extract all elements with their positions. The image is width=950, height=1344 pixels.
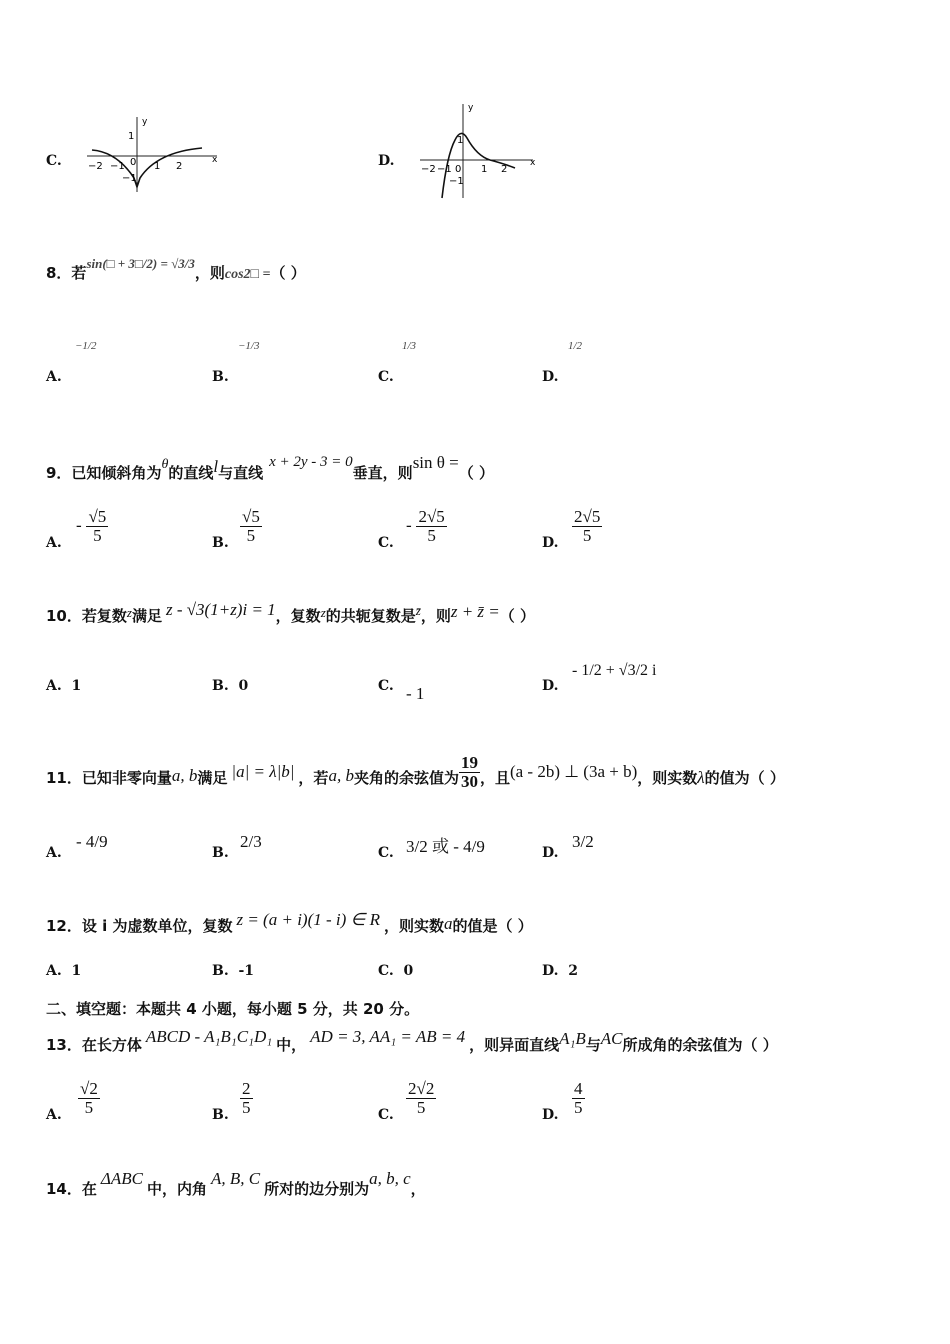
q9-option-b-label: B. [212,535,229,551]
option-d-graph [415,100,540,200]
q8-option-a-value: −1/2 [75,340,97,352]
q11-option-d-label: D. [542,845,559,861]
option-d-label: D. [378,153,395,169]
q12-a: a [444,914,453,933]
q11-cos-value: $\frac{19}{30}$ [460,753,478,791]
c-x-tick: 2 [176,161,183,172]
q8-condition: sin(□ + 3□/2) = √3/3 [86,256,195,271]
c-x-axis-label: x [212,155,218,165]
section-heading: 二、填空题：本题共 4 小题，每小题 5 分，共 20 分。 [46,1000,420,1018]
q11-text4: ，且 [479,768,510,787]
q8-option-d-label: D. [542,369,559,385]
option-c-label: C. [46,153,62,169]
q9-line-eq: x + 2y - 3 = 0 [269,454,353,470]
q8-target: cos2□ = [224,267,271,282]
q13-line1: A₁B [559,1029,586,1048]
q8-option-c-value: 1/3 [402,340,417,352]
q9-line-l: l [213,457,219,476]
q13-text2: ，则异面直线 [469,1036,560,1054]
q11-equation: |a| = λ|b| [231,761,295,781]
q11-text1: 满足 [197,768,228,787]
q11-text2: ，若 [298,768,329,787]
q10-zbar: z̄ [415,603,421,618]
q10-option-a-label: A. 1 [46,678,82,694]
q10-text2: ，复数 [275,607,321,625]
q10-stem [46,600,536,626]
q10-z2: z [320,605,326,620]
q13-option-b-label: B. [212,1107,229,1123]
option-c-graph [82,112,222,197]
q9-tail: （ ） [458,464,494,482]
c-x-tick: 1 [154,161,161,172]
d-x-tick: −1 [437,164,452,175]
q11-option-d-value: 3/2 [572,832,594,851]
q12-option-c: C. 0 [378,963,414,979]
q11-option-c-value: 3/2 或 - 4/9 [406,837,485,856]
q14-stem [46,1169,426,1199]
q10-target: z + z̄ = [450,602,500,621]
q13-condition: AD = 3, AA₁ = AB = 4 [310,1027,466,1046]
q8-tail: （ ） [270,264,306,282]
q13-box: ABCD - A₁B₁C₁D₁ [145,1027,273,1046]
q8-option-c-label: C. [378,369,394,385]
q13-option-d-value: $\frac{4}{5}$ [574,1079,583,1117]
q10-text1: 满足 [131,607,162,625]
d-y-axis-label: y [468,103,474,113]
q13-number: 13．在长方体 [46,1036,142,1054]
q11-option-a-label: A. [46,845,62,861]
q10-text3: 的共轭复数是 [325,607,416,625]
q10-option-d-label: D. [542,678,559,694]
q11-option-a-value: - 4/9 [76,832,108,851]
d-y-tick: −1 [449,176,464,187]
c-y-tick: −1 [122,173,137,184]
c-x-tick: 0 [130,157,137,168]
q13-option-c-value: $\frac{2√2}{5}$ [408,1079,435,1117]
q10-equation: z - √3(1+z)i = 1 [165,600,276,619]
q9-option-d-label: D. [542,535,559,551]
q13-line2: AC [600,1029,623,1048]
q14-text2: 所对的边分别为 [264,1180,370,1198]
d-x-axis-label: x [530,158,536,168]
q14-triangle: ΔABC [100,1169,143,1188]
c-x-tick: −1 [110,161,125,172]
q11-vectors: a, b [171,765,198,785]
q11-option-b-value: 2/3 [240,832,262,851]
d-x-tick: 1 [481,164,488,175]
q9-text2: 与直线 [218,464,264,482]
q8-option-d-value: 1/2 [568,340,583,352]
d-x-tick: 2 [501,164,508,175]
q10-option-b-label: B. 0 [212,678,249,694]
q13-text4: 所成角的余弦值为（ ） [622,1036,778,1054]
c-y-axis-label: y [142,117,148,127]
q9-option-d-value: $\frac{2√5}{5}$ [574,507,601,545]
q11-text6: 的值为（ ） [704,768,785,787]
q8-option-a-label: A. [46,369,62,385]
q10-option-d-value: - 1/2 + √3/2 i [572,662,657,679]
d-x-tick: 0 [455,164,462,175]
q8-number: 8．若 [46,264,87,282]
q11-text3: 夹角的余弦值为 [353,768,459,787]
q11-option-c-label: C. [378,845,394,861]
q11-lambda: λ [697,767,705,787]
q10-option-c-value: - 1 [406,684,425,703]
q14-text3: ， [410,1180,426,1198]
q11-text5: ，则实数 [637,768,698,787]
q9-stem [46,453,494,483]
q13-text1: 中， [276,1036,307,1054]
q12-option-a: A. 1 [46,963,82,979]
q13-option-a-value: $\frac{√2}{5}$ [80,1079,98,1117]
q12-equation: z = (a + i)(1 - i) ∈ R [236,910,380,929]
q12-number: 12．设 i 为虚数单位，复数 [46,917,233,935]
q11-option-b-label: B. [212,845,229,861]
q12-option-b: B. -1 [212,963,255,979]
q12-option-d: D. 2 [542,963,579,979]
q14-sides: a, b, c [369,1169,411,1188]
q9-target: sin θ = [412,453,459,472]
q10-option-c-label: C. [378,678,394,694]
q11-stem [46,753,785,797]
c-y-tick: 1 [128,131,135,142]
q9-option-a-label: A. [46,535,62,551]
q8-mid: ，则 [194,264,225,282]
q10-text4: ，则 [420,607,451,625]
q13-stem [46,1027,778,1055]
q9-option-b-value: $\frac{√5}{5}$ [242,507,260,545]
d-y-tick: 1 [457,135,464,146]
c-x-tick: −2 [88,161,103,172]
q11-perpendicular: (a - 2b) ⊥ (3a + b) [509,761,638,781]
q12-text2: 的值是（ ） [452,917,533,935]
q9-option-a-value: - $\frac{√5}{5}$ [76,507,107,545]
q9-text3: 垂直，则 [352,464,413,482]
q8-stem [46,256,306,283]
q10-tail: （ ） [499,607,536,625]
q13-option-c-label: C. [378,1107,394,1123]
q10-z: z [126,605,132,620]
q9-option-c-value: - $\frac{2√5}{5}$ [406,507,445,545]
q9-option-c-label: C. [378,535,394,551]
q14-number: 14．在 [46,1180,97,1198]
q13-option-d-label: D. [542,1107,559,1123]
q8-option-b-value: −1/3 [238,340,260,352]
q14-angles: A, B, C [210,1169,261,1188]
q9-text1: 的直线 [168,464,214,482]
d-x-tick: −2 [421,164,436,175]
q11-number: 11．已知非零向量 [46,768,172,787]
q11-vectors2: a, b [328,765,354,785]
q12-stem [46,910,533,936]
q13-text3: 与 [585,1036,601,1054]
q13-option-a-label: A. [46,1107,62,1123]
q14-text1: 中，内角 [146,1180,207,1198]
q12-text1: ，则实数 [383,917,444,935]
q9-number: 9．已知倾斜角为 [46,464,162,482]
q9-theta: θ [161,457,169,472]
q10-number: 10．若复数 [46,607,127,625]
q13-option-b-value: $\frac{2}{5}$ [242,1079,251,1117]
q8-option-b-label: B. [212,369,229,385]
